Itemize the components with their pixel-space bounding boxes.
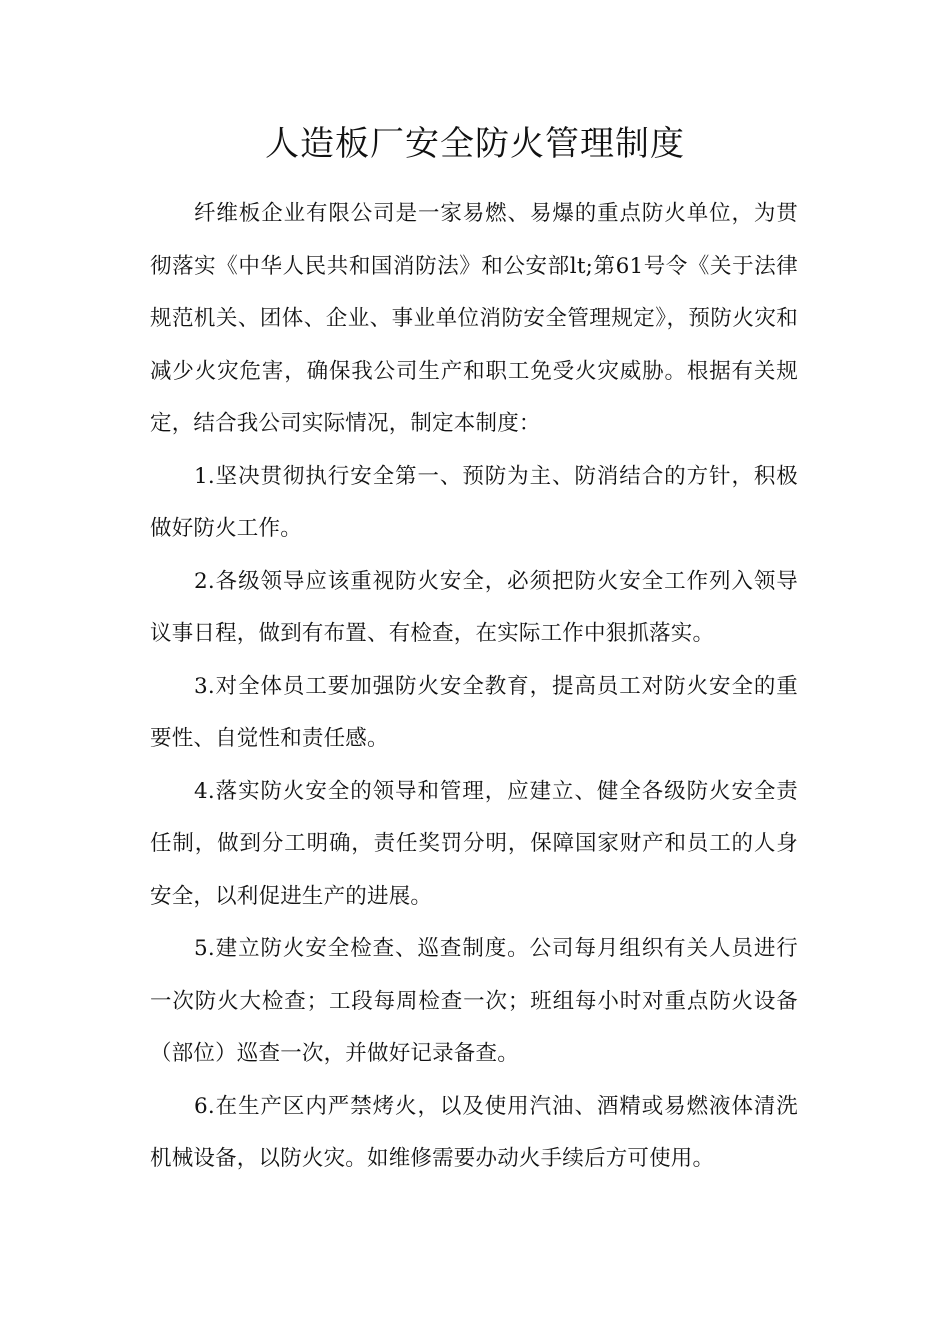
paragraph-item-1: 1.坚决贯彻执行安全第一、预防为主、防消结合的方针，积极做好防火工作。 xyxy=(150,463,798,541)
paragraph-intro: 纤维板企业有限公司是一家易燃、易爆的重点防火单位，为贯彻落实《中华人民共和国消防法》和公安部lt;第61号令《关于法律规范机关、团体、企业、事业单位消防安全管理规定》，预防火灾和减少火灾危害，确保我公司生产和职工免受火灾威胁。根据有关规定，结合我公司实际情况，制定本制度： xyxy=(150,201,798,436)
document-body xyxy=(150,188,798,1186)
paragraph-item-6: 6.在生产区内严禁烤火，以及使用汽油、酒精或易燃液体清洗机械设备，以防火灾。如维修需要办动火手续后方可使用。 xyxy=(150,1093,798,1171)
paragraph-item-2: 2.各级领导应该重视防火安全，必须把防火安全工作列入领导议事日程，做到有布置、有检查，在实际工作中狠抓落实。 xyxy=(150,568,798,646)
document-title: 人造板厂安全防火管理制度 xyxy=(265,124,685,164)
paragraph-item-3: 3.对全体员工要加强防火安全教育，提高员工对防火安全的重要性、自觉性和责任感。 xyxy=(150,673,798,751)
paragraph-item-4: 4.落实防火安全的领导和管理，应建立、健全各级防火安全责任制，做到分工明确，责任奖罚分明，保障国家财产和员工的人身安全，以利促进生产的进展。 xyxy=(150,778,798,909)
paragraph-item-5: 5.建立防火安全检查、巡查制度。公司每月组织有关人员进行一次防火大检查；工段每周检查一次；班组每小时对重点防火设备（部位）巡查一次，并做好记录备查。 xyxy=(150,936,798,1066)
